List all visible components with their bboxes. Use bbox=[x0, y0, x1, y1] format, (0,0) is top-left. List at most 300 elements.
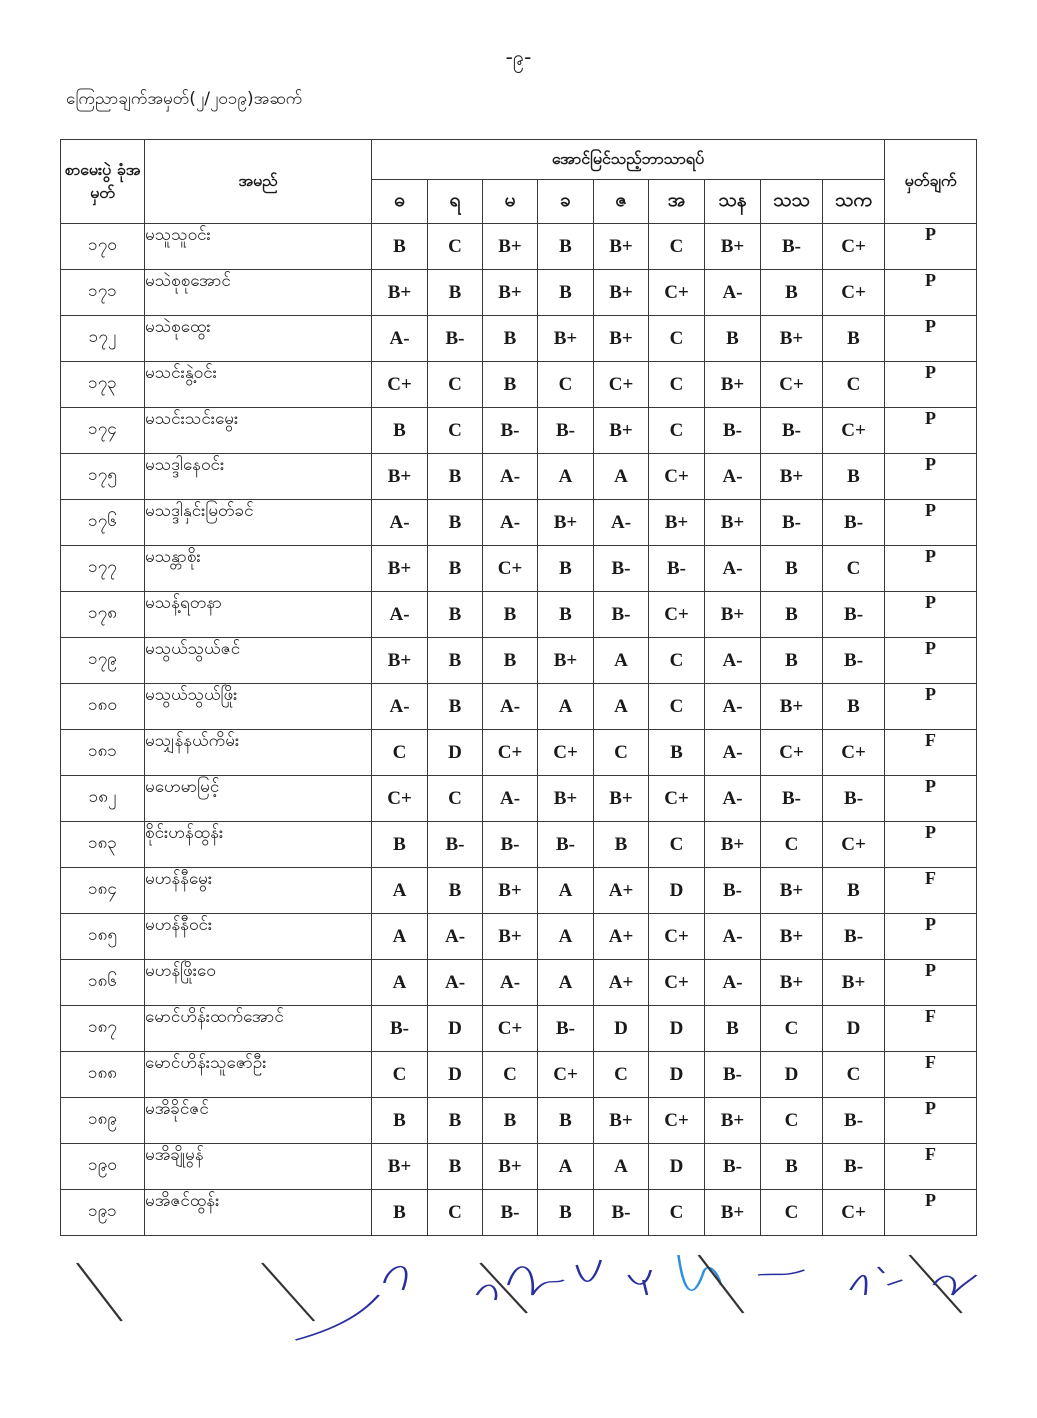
grade-cell: B bbox=[823, 868, 885, 914]
table-row bbox=[61, 638, 977, 684]
grade-cell: B- bbox=[428, 822, 483, 868]
table-row bbox=[61, 500, 977, 546]
grade-cell: A- bbox=[705, 684, 761, 730]
grade-cell: C+ bbox=[823, 730, 885, 776]
grade-cell: D bbox=[649, 868, 705, 914]
roll-number-cell: ၁၈၉ bbox=[61, 1098, 145, 1144]
grade-cell: C bbox=[761, 1098, 823, 1144]
grade-cell: A- bbox=[483, 500, 538, 546]
roll-number-cell: ၁၇၇ bbox=[61, 546, 145, 592]
remark-cell: F bbox=[885, 1006, 977, 1052]
table-row bbox=[61, 1052, 977, 1098]
remark-cell: P bbox=[885, 316, 977, 362]
grade-cell: D bbox=[649, 1144, 705, 1190]
remark-cell: P bbox=[885, 776, 977, 822]
grade-cell: B- bbox=[823, 592, 885, 638]
grade-cell: C bbox=[372, 730, 428, 776]
grade-cell: B+ bbox=[594, 224, 649, 270]
cancel-slash-mark bbox=[262, 1263, 314, 1321]
table-row bbox=[61, 1190, 977, 1236]
grade-cell: C+ bbox=[483, 546, 538, 592]
grade-cell: C+ bbox=[823, 822, 885, 868]
grade-cell: C+ bbox=[649, 960, 705, 1006]
grade-cell: A- bbox=[705, 270, 761, 316]
student-name-cell: မသျှန်နယ်ကိမ်း bbox=[145, 730, 372, 776]
roll-number-cell: ၁၈၅ bbox=[61, 914, 145, 960]
grade-cell: A- bbox=[428, 960, 483, 1006]
student-name-cell: မဟန်ဖြိုးဝေ bbox=[145, 960, 372, 1006]
grade-cell: A bbox=[594, 638, 649, 684]
table-row bbox=[61, 776, 977, 822]
table-row bbox=[61, 914, 977, 960]
grade-cell: B bbox=[483, 592, 538, 638]
roll-number-cell: ၁၇၃ bbox=[61, 362, 145, 408]
cancel-slash-mark bbox=[699, 1255, 743, 1313]
grade-cell: B+ bbox=[649, 500, 705, 546]
grade-cell: C+ bbox=[761, 362, 823, 408]
grade-cell: B+ bbox=[483, 224, 538, 270]
grade-cell: B+ bbox=[538, 776, 594, 822]
remark-cell: P bbox=[885, 362, 977, 408]
remark-cell: P bbox=[885, 592, 977, 638]
cancel-slash-mark bbox=[481, 1263, 527, 1313]
grade-cell: B bbox=[372, 1098, 428, 1144]
grade-cell: B bbox=[538, 592, 594, 638]
grade-cell: B bbox=[761, 270, 823, 316]
grade-cell: B bbox=[761, 592, 823, 638]
grade-cell: B+ bbox=[594, 776, 649, 822]
grade-cell: B- bbox=[538, 408, 594, 454]
student-name-cell: မသင်းနွဲ့ဝင်း bbox=[145, 362, 372, 408]
page-number: -၉- bbox=[505, 45, 532, 69]
grade-cell: D bbox=[649, 1006, 705, 1052]
grade-cell: B- bbox=[823, 638, 885, 684]
grade-cell: B+ bbox=[372, 270, 428, 316]
grade-cell: A bbox=[538, 454, 594, 500]
header-remarks: မှတ်ချက် bbox=[885, 140, 977, 224]
grade-cell: B bbox=[761, 638, 823, 684]
grade-cell: C+ bbox=[649, 1098, 705, 1144]
grade-cell: A- bbox=[483, 960, 538, 1006]
grade-cell: B+ bbox=[372, 454, 428, 500]
grade-cell: C+ bbox=[538, 1052, 594, 1098]
grade-cell: C+ bbox=[372, 362, 428, 408]
header-roll-number: စာမေးပွဲ ခုံအမှတ် bbox=[61, 140, 145, 224]
grade-cell: C+ bbox=[649, 454, 705, 500]
grade-cell: B+ bbox=[372, 546, 428, 592]
grade-cell: B bbox=[823, 684, 885, 730]
remark-cell: P bbox=[885, 684, 977, 730]
grade-cell: B+ bbox=[705, 224, 761, 270]
grade-cell: B bbox=[372, 822, 428, 868]
grade-cell: A- bbox=[705, 730, 761, 776]
grade-cell: B bbox=[649, 730, 705, 776]
grade-cell: B+ bbox=[705, 362, 761, 408]
grade-cell: B+ bbox=[594, 408, 649, 454]
grade-cell: A bbox=[372, 914, 428, 960]
grade-cell: C bbox=[649, 362, 705, 408]
student-name-cell: မသဲစုစုအောင် bbox=[145, 270, 372, 316]
grade-cell: B+ bbox=[372, 1144, 428, 1190]
grade-cell: B+ bbox=[594, 270, 649, 316]
grade-cell: A- bbox=[705, 776, 761, 822]
subject-header: ဇ bbox=[594, 180, 649, 224]
grade-cell: C bbox=[649, 316, 705, 362]
grade-cell: C+ bbox=[649, 270, 705, 316]
grade-cell: A bbox=[538, 1144, 594, 1190]
remark-cell: P bbox=[885, 270, 977, 316]
grade-cell: A bbox=[538, 868, 594, 914]
grade-cell: B bbox=[483, 638, 538, 684]
grade-cell: B bbox=[428, 1098, 483, 1144]
grade-cell: B- bbox=[372, 1006, 428, 1052]
grade-cell: B+ bbox=[705, 822, 761, 868]
header-name: အမည် bbox=[145, 140, 372, 224]
grade-cell: A+ bbox=[594, 868, 649, 914]
grade-cell: B+ bbox=[705, 1190, 761, 1236]
signature-stroke bbox=[296, 1267, 407, 1340]
grade-cell: D bbox=[594, 1006, 649, 1052]
grade-cell: A bbox=[538, 684, 594, 730]
grade-cell: B- bbox=[483, 408, 538, 454]
grade-cell: B+ bbox=[372, 638, 428, 684]
grade-cell: D bbox=[823, 1006, 885, 1052]
roll-number-cell: ၁၇၆ bbox=[61, 500, 145, 546]
grade-cell: B bbox=[428, 1144, 483, 1190]
table-row bbox=[61, 592, 977, 638]
grade-cell: C bbox=[649, 408, 705, 454]
grade-cell: B+ bbox=[761, 868, 823, 914]
roll-number-cell: ၁၉၁ bbox=[61, 1190, 145, 1236]
grade-cell: C bbox=[761, 1006, 823, 1052]
subject-header: သသ bbox=[761, 180, 823, 224]
grade-cell: B- bbox=[705, 1144, 761, 1190]
grade-cell: C bbox=[823, 362, 885, 408]
student-name-cell: မသွယ်သွယ်ဖြိုး bbox=[145, 684, 372, 730]
remark-cell: F bbox=[885, 730, 977, 776]
roll-number-cell: ၁၈၇ bbox=[61, 1006, 145, 1052]
grade-cell: B- bbox=[538, 822, 594, 868]
grade-cell: C bbox=[428, 408, 483, 454]
student-name-cell: မသန္တာစိုး bbox=[145, 546, 372, 592]
grade-cell: B+ bbox=[761, 914, 823, 960]
roll-number-cell: ၁၇၅ bbox=[61, 454, 145, 500]
grade-cell: A- bbox=[705, 638, 761, 684]
student-name-cell: မသူသူဝင်း bbox=[145, 224, 372, 270]
table-row bbox=[61, 730, 977, 776]
grade-cell: B- bbox=[705, 408, 761, 454]
grade-cell: B bbox=[538, 224, 594, 270]
grade-cell: C+ bbox=[538, 730, 594, 776]
grade-cell: C bbox=[761, 822, 823, 868]
grade-cell: C bbox=[823, 546, 885, 592]
grade-cell: B+ bbox=[483, 914, 538, 960]
grade-cell: A- bbox=[705, 454, 761, 500]
grade-cell: B+ bbox=[538, 500, 594, 546]
grade-cell: B- bbox=[705, 868, 761, 914]
grade-cell: C bbox=[428, 776, 483, 822]
remark-cell: P bbox=[885, 638, 977, 684]
grade-cell: B bbox=[428, 546, 483, 592]
grade-cell: B+ bbox=[761, 960, 823, 1006]
student-name-cell: မသွယ်သွယ်ဇင် bbox=[145, 638, 372, 684]
grade-cell: B+ bbox=[761, 684, 823, 730]
table-row bbox=[61, 1144, 977, 1190]
grade-cell: B bbox=[483, 362, 538, 408]
grade-cell: B+ bbox=[538, 316, 594, 362]
grade-cell: B- bbox=[594, 546, 649, 592]
student-name-cell: မသဒ္ဒါနေဝင်း bbox=[145, 454, 372, 500]
table-row bbox=[61, 270, 977, 316]
grade-cell: B bbox=[761, 546, 823, 592]
results-table bbox=[60, 139, 977, 1236]
student-name-cell: မသဒ္ဒါနှင်းမြတ်ခင် bbox=[145, 500, 372, 546]
grade-cell: B+ bbox=[594, 316, 649, 362]
grade-cell: B- bbox=[761, 500, 823, 546]
subject-header: သက bbox=[823, 180, 885, 224]
remark-cell: F bbox=[885, 1144, 977, 1190]
grade-cell: B- bbox=[823, 914, 885, 960]
grade-cell: A- bbox=[705, 546, 761, 592]
grade-cell: D bbox=[761, 1052, 823, 1098]
student-name-cell: မောင်ဟိန်းထက်အောင် bbox=[145, 1006, 372, 1052]
grade-cell: C bbox=[428, 362, 483, 408]
remark-cell: P bbox=[885, 500, 977, 546]
grade-cell: B bbox=[428, 638, 483, 684]
grade-cell: B bbox=[483, 1098, 538, 1144]
grade-cell: B bbox=[538, 1098, 594, 1144]
roll-number-cell: ၁၈၆ bbox=[61, 960, 145, 1006]
grade-cell: A- bbox=[705, 960, 761, 1006]
remark-cell: F bbox=[885, 1052, 977, 1098]
roll-number-cell: ၁၈၂ bbox=[61, 776, 145, 822]
table-row bbox=[61, 1098, 977, 1144]
grade-cell: B- bbox=[823, 500, 885, 546]
subject-header: ရ bbox=[428, 180, 483, 224]
grade-cell: B- bbox=[594, 1190, 649, 1236]
roll-number-cell: ၁၈၁ bbox=[61, 730, 145, 776]
student-name-cell: မောင်ဟိန်းသူဇော်ဦး bbox=[145, 1052, 372, 1098]
remark-cell: P bbox=[885, 224, 977, 270]
grade-cell: B+ bbox=[538, 638, 594, 684]
table-row bbox=[61, 684, 977, 730]
signature-stroke bbox=[851, 1267, 903, 1295]
grade-cell: D bbox=[428, 1006, 483, 1052]
roll-number-cell: ၁၈၀ bbox=[61, 684, 145, 730]
subject-header: သန bbox=[705, 180, 761, 224]
roll-number-cell: ၁၇၁ bbox=[61, 270, 145, 316]
table-row bbox=[61, 224, 977, 270]
subject-header: ဓ bbox=[372, 180, 428, 224]
grade-cell: B bbox=[428, 868, 483, 914]
grade-cell: B bbox=[372, 224, 428, 270]
cancel-slash-mark bbox=[77, 1263, 121, 1321]
grade-cell: A bbox=[372, 868, 428, 914]
student-name-cell: မဟန်နီမွေး bbox=[145, 868, 372, 914]
grade-cell: B bbox=[594, 822, 649, 868]
table-row bbox=[61, 316, 977, 362]
grade-cell: A- bbox=[705, 914, 761, 960]
grade-cell: B+ bbox=[594, 1098, 649, 1144]
grade-cell: C+ bbox=[649, 776, 705, 822]
grade-cell: C bbox=[428, 1190, 483, 1236]
roll-number-cell: ၁၇၈ bbox=[61, 592, 145, 638]
grade-cell: B bbox=[705, 1006, 761, 1052]
grade-cell: C bbox=[649, 822, 705, 868]
grade-cell: C bbox=[649, 638, 705, 684]
grade-cell: B bbox=[705, 316, 761, 362]
subject-header: အ bbox=[649, 180, 705, 224]
student-name-cell: မဟေမာမြင့် bbox=[145, 776, 372, 822]
grade-cell: D bbox=[428, 730, 483, 776]
grade-cell: A bbox=[594, 1144, 649, 1190]
grade-cell: B+ bbox=[761, 454, 823, 500]
grade-cell: B- bbox=[761, 776, 823, 822]
grade-cell: C bbox=[594, 730, 649, 776]
table-row bbox=[61, 362, 977, 408]
grade-cell: B+ bbox=[705, 1098, 761, 1144]
grade-cell: A- bbox=[372, 592, 428, 638]
remark-cell: P bbox=[885, 1190, 977, 1236]
grade-cell: A- bbox=[483, 776, 538, 822]
table-row bbox=[61, 408, 977, 454]
roll-number-cell: ၁၈၈ bbox=[61, 1052, 145, 1098]
table-row bbox=[61, 960, 977, 1006]
grade-cell: C+ bbox=[649, 914, 705, 960]
grade-cell: C bbox=[538, 362, 594, 408]
table-row bbox=[61, 546, 977, 592]
grade-cell: B- bbox=[823, 1144, 885, 1190]
signature-stroke bbox=[758, 1270, 804, 1275]
roll-number-cell: ၁၇၀ bbox=[61, 224, 145, 270]
grade-cell: C+ bbox=[594, 362, 649, 408]
grade-cell: B bbox=[483, 316, 538, 362]
grade-cell: B- bbox=[538, 1006, 594, 1052]
grade-cell: B- bbox=[649, 546, 705, 592]
grade-cell: B bbox=[372, 408, 428, 454]
student-name-cell: မသင်းသင်းမွေး bbox=[145, 408, 372, 454]
grade-cell: B- bbox=[761, 224, 823, 270]
grade-cell: B+ bbox=[705, 500, 761, 546]
grade-cell: B bbox=[372, 1190, 428, 1236]
remark-cell: P bbox=[885, 914, 977, 960]
student-name-cell: မအိချိုမွန် bbox=[145, 1144, 372, 1190]
roll-number-cell: ၁၇၉ bbox=[61, 638, 145, 684]
roll-number-cell: ၁၇၄ bbox=[61, 408, 145, 454]
grade-cell: C bbox=[428, 224, 483, 270]
grade-cell: C bbox=[483, 1052, 538, 1098]
grade-cell: C+ bbox=[761, 730, 823, 776]
table-row bbox=[61, 454, 977, 500]
student-name-cell: မသန့်ရတနာ bbox=[145, 592, 372, 638]
signature-stroke bbox=[629, 1270, 651, 1295]
student-name-cell: မအိဇင်ထွန်း bbox=[145, 1190, 372, 1236]
grade-cell: C bbox=[594, 1052, 649, 1098]
grade-cell: B+ bbox=[483, 270, 538, 316]
grade-cell: A bbox=[594, 684, 649, 730]
grade-cell: C bbox=[649, 1190, 705, 1236]
subject-header: မ bbox=[483, 180, 538, 224]
grade-cell: C bbox=[823, 1052, 885, 1098]
remark-cell: P bbox=[885, 1098, 977, 1144]
grade-cell: B bbox=[428, 500, 483, 546]
grade-cell: B bbox=[428, 454, 483, 500]
grade-cell: C+ bbox=[483, 730, 538, 776]
grade-cell: B- bbox=[428, 316, 483, 362]
grade-cell: C+ bbox=[823, 224, 885, 270]
grade-cell: B bbox=[538, 270, 594, 316]
roll-number-cell: ၁၇၂ bbox=[61, 316, 145, 362]
grade-cell: B- bbox=[823, 1098, 885, 1144]
grade-cell: B+ bbox=[483, 868, 538, 914]
document-title: ကြေညာချက်အမှတ်(၂/၂၀၁၉)အဆက် bbox=[66, 89, 303, 109]
grade-cell: C+ bbox=[372, 776, 428, 822]
grade-cell: B- bbox=[483, 822, 538, 868]
grade-cell: A- bbox=[483, 454, 538, 500]
grade-cell: B- bbox=[823, 776, 885, 822]
grade-cell: B- bbox=[483, 1190, 538, 1236]
remark-cell: P bbox=[885, 408, 977, 454]
roll-number-cell: ၁၈၄ bbox=[61, 868, 145, 914]
grade-cell: A bbox=[372, 960, 428, 1006]
grade-cell: D bbox=[428, 1052, 483, 1098]
grade-cell: D bbox=[649, 1052, 705, 1098]
grade-cell: B bbox=[538, 546, 594, 592]
grade-cell: C+ bbox=[483, 1006, 538, 1052]
grade-cell: A- bbox=[594, 500, 649, 546]
grade-cell: C+ bbox=[823, 1190, 885, 1236]
grade-cell: A+ bbox=[594, 960, 649, 1006]
subject-header: ခ bbox=[538, 180, 594, 224]
grade-cell: B bbox=[428, 270, 483, 316]
grade-cell: B bbox=[823, 454, 885, 500]
header-passed-subjects: အောင်မြင်သည့်ဘာသာရပ် bbox=[372, 140, 885, 180]
grade-cell: A bbox=[594, 454, 649, 500]
grade-cell: B bbox=[538, 1190, 594, 1236]
student-name-cell: စိုင်းဟန်ထွန်း bbox=[145, 822, 372, 868]
student-name-cell: မသဲစုထွေး bbox=[145, 316, 372, 362]
grade-cell: A bbox=[538, 914, 594, 960]
grade-cell: A+ bbox=[594, 914, 649, 960]
grade-cell: B+ bbox=[761, 316, 823, 362]
grade-cell: C bbox=[649, 224, 705, 270]
signature-stroke bbox=[934, 1275, 977, 1295]
remark-cell: P bbox=[885, 546, 977, 592]
table-row bbox=[61, 822, 977, 868]
grade-cell: C+ bbox=[823, 408, 885, 454]
grade-cell: A- bbox=[372, 684, 428, 730]
grade-cell: A- bbox=[372, 316, 428, 362]
signatures bbox=[55, 1245, 985, 1355]
grade-cell: B+ bbox=[483, 1144, 538, 1190]
remark-cell: P bbox=[885, 454, 977, 500]
student-name-cell: မအိခိုင်ဇင် bbox=[145, 1098, 372, 1144]
grade-cell: A- bbox=[483, 684, 538, 730]
grade-cell: C bbox=[372, 1052, 428, 1098]
signature-stroke bbox=[678, 1255, 721, 1290]
grade-cell: B bbox=[428, 592, 483, 638]
table-row bbox=[61, 1006, 977, 1052]
table-row bbox=[61, 868, 977, 914]
grade-cell: B- bbox=[761, 408, 823, 454]
roll-number-cell: ၁၈၃ bbox=[61, 822, 145, 868]
grade-cell: C bbox=[761, 1190, 823, 1236]
grade-cell: B bbox=[428, 684, 483, 730]
grade-cell: C+ bbox=[823, 270, 885, 316]
grade-cell: B bbox=[823, 316, 885, 362]
grade-cell: C bbox=[649, 684, 705, 730]
student-name-cell: မဟန်နီဝင်း bbox=[145, 914, 372, 960]
